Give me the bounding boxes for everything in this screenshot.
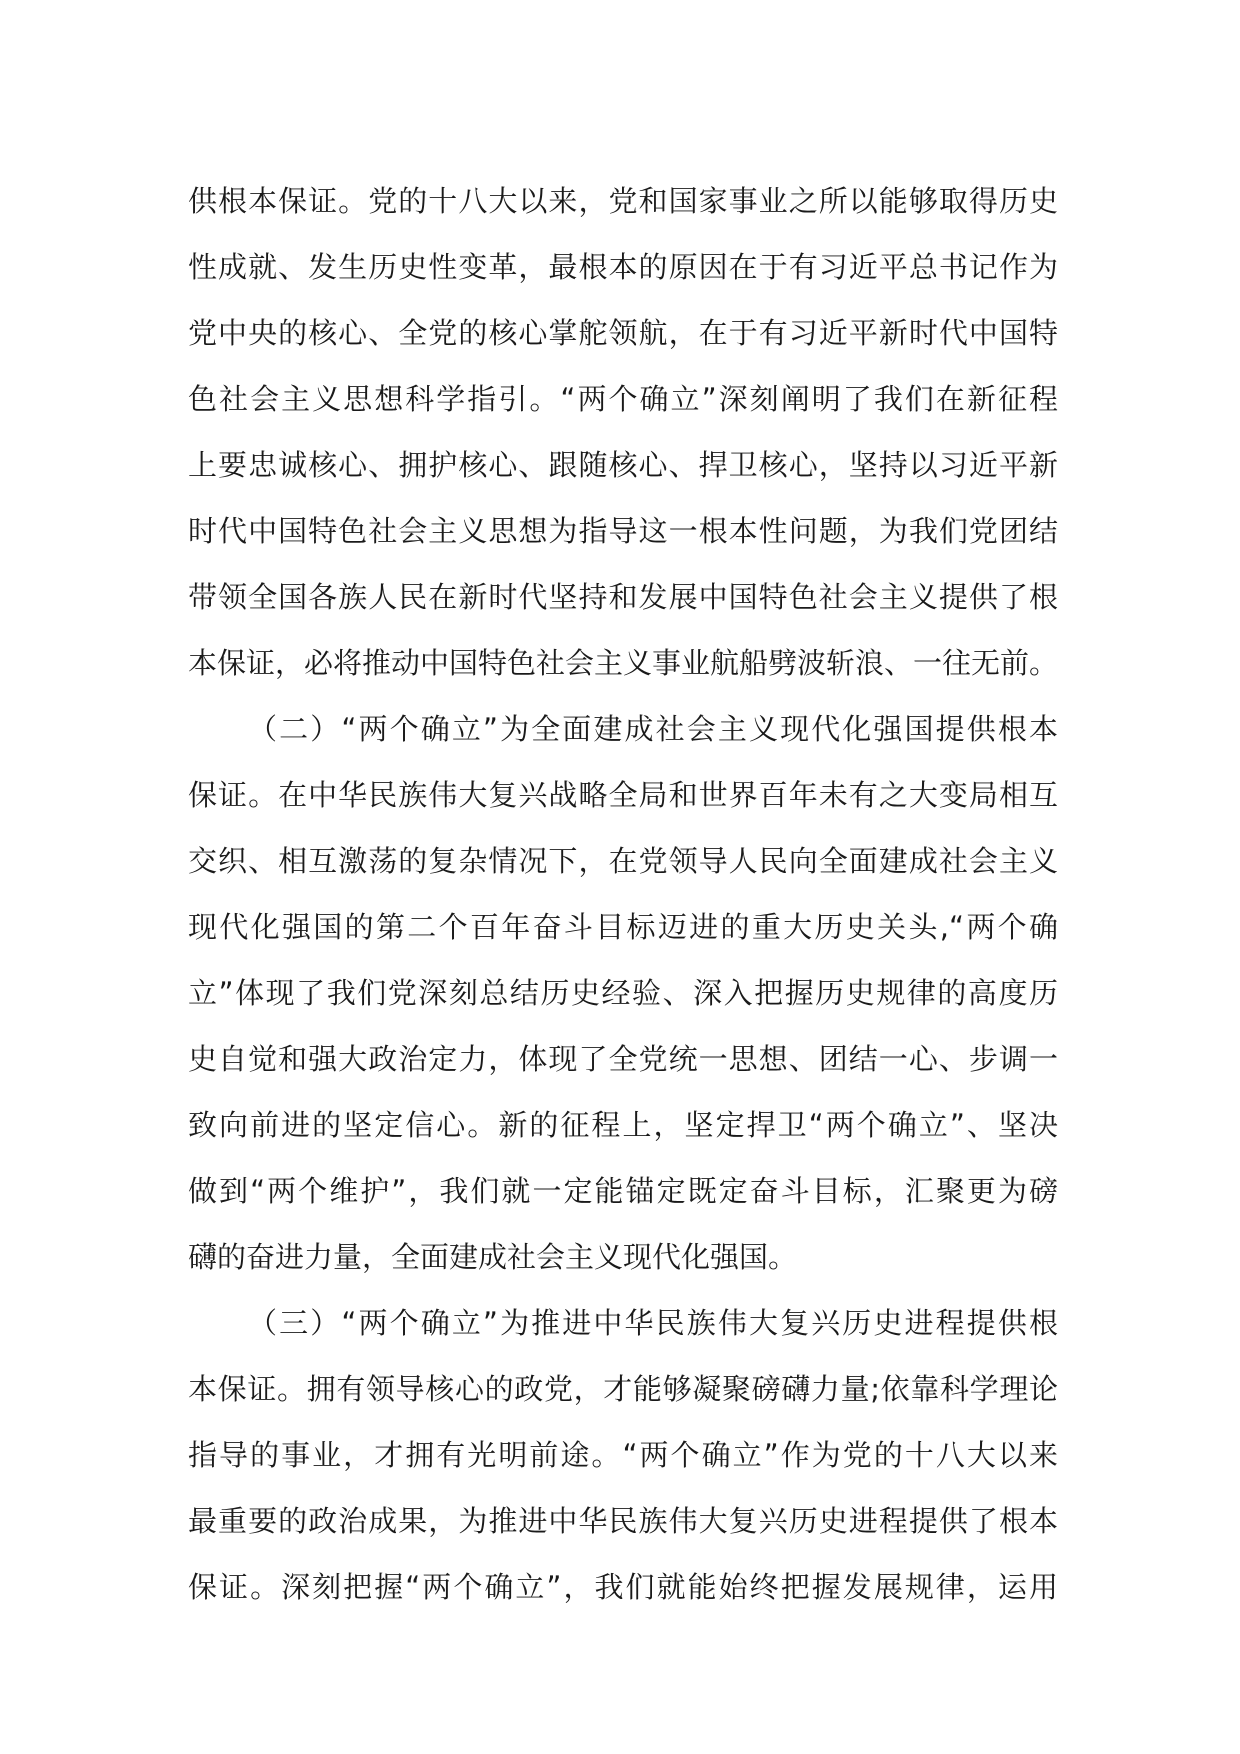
paragraph-3 (188, 1290, 1058, 1620)
text-line: 交织、相互激荡的复杂情况下，在党领导人民向全面建成社会主义 (188, 844, 1058, 878)
heading-line: （三）“两个确立”为推进中华民族伟大复兴历史进程提供根 (248, 1306, 1058, 1340)
text-line: 保证。在中华民族伟大复兴战略全局和世界百年未有之大变局相互 (188, 778, 1058, 812)
text-line: 礴的奋进力量，全面建成社会主义现代化强国。 (188, 1240, 798, 1274)
text-line: 指导的事业，才拥有光明前途。“两个确立”作为党的十八大以来 (188, 1438, 1058, 1472)
text-line: 时代中国特色社会主义思想为指导这一根本性问题，为我们党团结 (188, 514, 1058, 548)
text-line: 立”体现了我们党深刻总结历史经验、深入把握历史规律的高度历 (188, 976, 1058, 1010)
text-line: 本保证，必将推动中国特色社会主义事业航船劈波斩浪、一往无前。 (188, 646, 1058, 680)
text-line: 致向前进的坚定信心。新的征程上，坚定捍卫“两个确立”、坚决 (188, 1108, 1058, 1142)
text-line: 性成就、发生历史性变革，最根本的原因在于有习近平总书记作为 (188, 250, 1058, 284)
text-line: 色社会主义思想科学指引。“两个确立”深刻阐明了我们在新征程 (188, 382, 1058, 416)
text-line: 供根本保证。党的十八大以来，党和国家事业之所以能够取得历史 (188, 184, 1058, 218)
text-line: 党中央的核心、全党的核心掌舵领航，在于有习近平新时代中国特 (188, 316, 1058, 350)
paragraph-1 (188, 168, 1058, 696)
heading-line: （二）“两个确立”为全面建成社会主义现代化强国提供根本 (248, 712, 1058, 746)
text-line: 现代化强国的第二个百年奋斗目标迈进的重大历史关头,“两个确 (188, 910, 1058, 944)
text-line: 做到“两个维护”，我们就一定能锚定既定奋斗目标，汇聚更为磅 (188, 1174, 1058, 1208)
text-line: 上要忠诚核心、拥护核心、跟随核心、捍卫核心，坚持以习近平新 (188, 448, 1058, 482)
text-line: 最重要的政治成果，为推进中华民族伟大复兴历史进程提供了根本 (188, 1504, 1058, 1538)
text-line: 本保证。拥有领导核心的政党，才能够凝聚磅礴力量;依靠科学理论 (188, 1372, 1058, 1406)
text-line: 史自觉和强大政治定力，体现了全党统一思想、团结一心、步调一 (188, 1042, 1058, 1076)
document-body (188, 168, 1058, 1620)
text-line: 保证。深刻把握“两个确立”，我们就能始终把握发展规律，运用 (188, 1570, 1058, 1604)
paragraph-2 (188, 696, 1058, 1290)
text-line: 带领全国各族人民在新时代坚持和发展中国特色社会主义提供了根 (188, 580, 1058, 614)
